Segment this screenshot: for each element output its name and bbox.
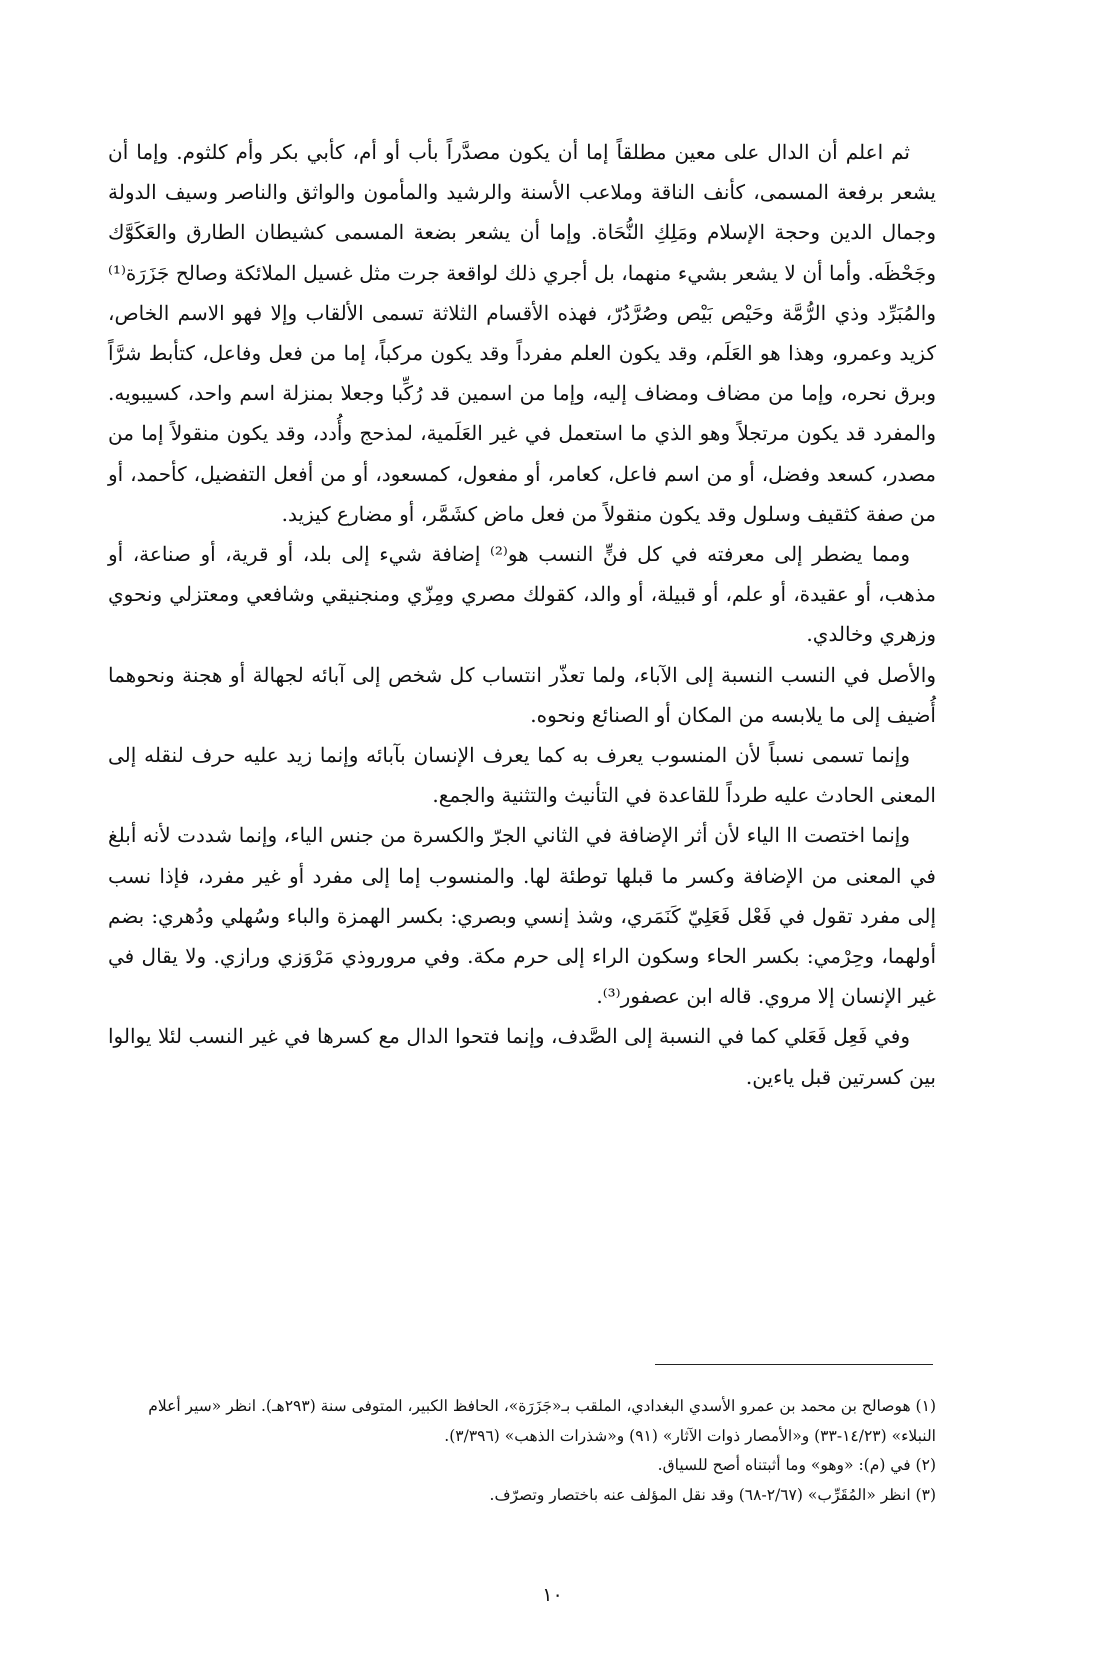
page-number: ١٠ <box>542 1584 563 1606</box>
footnote-1: (١) هوصالح بن محمد بن عمرو الأسدي البغدادي، الملقب بـ«جَزَرَة»، الحافظ الكبير، المتوفى سنة (٢٩٣هـ). انظر «سير أعلام النبلاء» (١٤/٢٣-٣٣) و«الأمصار ذوات الآثار» (٩١) و«شذرات الذهب» (٣/٣٩٦). <box>148 1397 936 1445</box>
footnote-2: (٢) في (م): «وهو» وما أثبتناه أصح للسياق. <box>657 1456 936 1474</box>
footnote-separator <box>655 1364 933 1365</box>
footnotes <box>108 1392 936 1510</box>
paragraph-nasab-naming: وإنما تسمى نسباً لأن المنسوب يعرف به كما يعرف الإنسان بآبائه وإنما زيد عليه حرف لنقله إلى المعنى الحادث عليه طرداً للقاعدة في التأنيث والتثنية والجمع. <box>108 743 936 808</box>
paragraph-nasab-definition: ومما يضطر إلى معرفته في كل فنٍّ النسب هو⁽²⁾ إضافة شيء إلى بلد، أو قرية، أو صناعة، أو مذهب، أو عقيدة، أو علم، أو قبيلة، أو والد، كقولك مصري ومِزّي ومنجنيقي وشافعي ومعتزلي ونحوي وزهري وخالدي. <box>108 542 936 647</box>
paragraph-alam: ثم اعلم أن الدال على معين مطلقاً إما أن يكون مصدَّراً بأب أو أم، كأبي بكر وأم كلثوم. وإما أن يشعر برفعة المسمى، كأنف الناقة وملاعب الأسنة والرشيد والمأمون والواثق والناصر وسيف الدولة وجمال الدين وحجة الإسلام ومَلِكِ النُّحَاة. وإما أن يشعر بضعة المسمى كشيطان الطارق والعَكَوَّك وجَحْظَه. وأما أن لا يشعر بشيء منهما، بل أجري ذلك لواقعة جرت مثل غسيل الملائكة وصالح جَزَرَة⁽¹⁾ والمُبَرِّد وذي الرُّمَّة وحَيْص بَيْص وصُرَّدُرّ، فهذه الأقسام الثلاثة تسمى الألقاب وإلا فهو الاسم الخاص، كزيد وعمرو، وهذا هو العَلَم، وقد يكون العلم مفرداً وقد يكون مركباً، إما من فعل وفاعل، كتأبط شرَّاً وبرق نحره، وإما من مضاف ومضاف إليه، وإما من اسمين قد رُكِّبا وجعلا بمنزلة اسم واحد، كسيبويه. والمفرد قد يكون مرتجلاً وهو الذي ما استعمل في غير العَلَمية، لمذحج وأُدد، وقد يكون منقولاً إما من مصدر، كسعد وفضل، أو من اسم فاعل، كعامر، أو مفعول، كمسعود، أو من أفعل التفضيل، كأحمد، أو من صفة كثقيف وسلول وقد يكون منقولاً من فعل ماض كشَمَّر، أو مضارع كيزيد. <box>108 140 937 526</box>
paragraph-ya-suffix: وإنما اختصت اا الياء لأن أثر الإضافة في الثاني الجرّ والكسرة من جنس الياء، وإنما شددت لأنه أبلغ في المعنى من الإضافة وكسر ما قبلها توطئة لها. والمنسوب إما إلى مفرد أو غير مفرد، فإذا نسب إلى مفرد تقول في فَعْل فَعَلِيّ كَنَمَري، وشذ إنسي وبصري: بكسر الهمزة والباء وسُهلي ودُهري: بضم أولهما، وحِرْمي: بكسر الحاء وسكون الراء إلى حرم مكة. وفي مروروذي مَرْوَزي ورازي. ولا يقال في غير الإنسان إلا مروي. قاله ابن عصفور⁽³⁾. <box>108 823 936 1009</box>
paragraph-nasab-origin: والأصل في النسب النسبة إلى الآباء، ولما تعذّر انتساب كل شخص إلى آبائه لجهالة أو هجنة ونحوهما أُضيف إلى ما يلابسه من المكان أو الصنائع ونحوه. <box>108 662 936 727</box>
footnote-3: (٣) انظر «المُقَرِّب» (٢/٦٧-٦٨) وقد نقل المؤلف عنه باختصار وتصرّف. <box>489 1485 936 1504</box>
main-text <box>108 132 936 1097</box>
paragraph-faeil: وفي فَعِل فَعَلي كما في النسبة إلى الصَّدف، وإنما فتحوا الدال مع كسرها في غير النسب لئلا يوالوا بين كسرتين قبل ياءين. <box>108 1024 936 1089</box>
